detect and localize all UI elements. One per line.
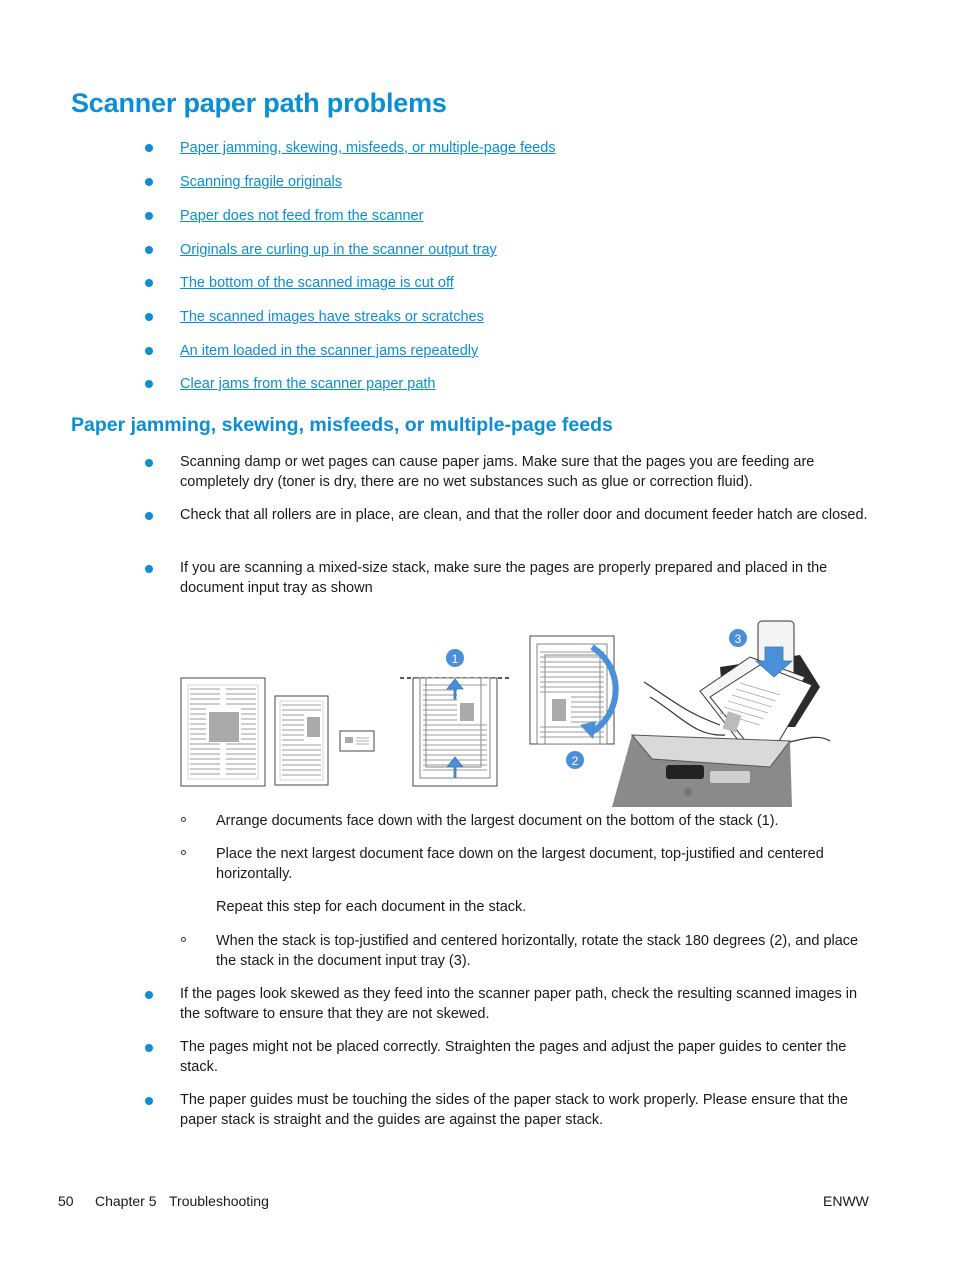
bullet-text: The pages might not be placed correctly. Straighten the pages and adjust the paper guides to center the stack. [180,1039,847,1075]
bullet-text: If the pages look skewed as they feed into the scanner paper path, check the resulting scanned images in the software to ensure that they are not skewed. [180,986,858,1022]
toc-item [0,240,954,262]
callout-2-label: 2 [571,754,579,768]
toc-link-image-cut-off[interactable]: The bottom of the scanned image is cut off [180,275,454,291]
page-number: 50 [58,1193,74,1209]
bullet-icon [145,1044,153,1052]
circle-bullet-icon [181,937,186,942]
bullet-icon [145,178,153,186]
large-page-figure [181,678,265,786]
stack-rotate-figure [530,636,616,769]
bullet-icon [145,212,153,220]
stacking-figure-svg [180,617,830,809]
toc-item [0,273,954,295]
card-figure [340,731,374,751]
toc-item [0,206,954,228]
footer-chapter: Chapter 5 [95,1193,157,1209]
toc-item [0,172,954,194]
bullet-icon [145,347,153,355]
toc-link-item-jams[interactable]: An item loaded in the scanner jams repeatedly [180,343,479,359]
scanner-figure [612,621,830,807]
bullet-icon [145,380,153,388]
footer-doc-code: ENWW [823,1193,869,1209]
toc-link-fragile-originals[interactable]: Scanning fragile originals [180,174,343,190]
toc-item [0,307,954,329]
bullet-text: Scanning damp or wet pages can cause paper jams. Make sure that the pages you are feeding are completely dry (toner is dry, there are no wet substances such as glue or correction fluid). [180,454,815,490]
step-note-text: Repeat this step for each document in the stack. [216,899,527,915]
bullet-text: Check that all rollers are in place, are clean, and that the roller door and document feeder hatch are closed. [180,507,868,523]
toc-link-paper-does-not-feed[interactable]: Paper does not feed from the scanner [180,208,424,224]
footer-chapter-title: Troubleshooting [169,1193,269,1209]
toc-item [0,341,954,363]
medium-page-figure [275,696,328,785]
circle-bullet-icon [181,817,186,822]
bullet-icon [145,246,153,254]
step-text: When the stack is top-justified and centered horizontally, rotate the stack 180 degrees (2), and place the stack in the document input tray (3). [216,933,859,969]
stacking-illustration [180,617,830,809]
bullet-text: If you are scanning a mixed-size stack, make sure the pages are properly prepared and placed in the document input tray as shown [180,560,828,596]
bullet-icon [145,1097,153,1105]
toc-link-originals-curling[interactable]: Originals are curling up in the scanner output tray [180,242,497,258]
step-text: Place the next largest document face down on the largest document, top-justified and centered horizontally. [216,846,824,882]
bullet-icon [145,459,153,467]
toc-item [0,374,954,396]
toc-link-streaks-scratches[interactable]: The scanned images have streaks or scratches [180,309,484,325]
bullet-icon [145,991,153,999]
callout-3-label: 3 [734,632,742,646]
bullet-icon [145,512,153,520]
bullet-icon [145,565,153,573]
circle-bullet-icon [181,850,186,855]
toc-link-paper-jamming[interactable]: Paper jamming, skewing, misfeeds, or multiple-page feeds [180,140,556,156]
callout-1-label: 1 [451,652,459,666]
section-heading: Paper jamming, skewing, misfeeds, or multiple-page feeds [71,414,613,436]
toc-link-clear-jams[interactable]: Clear jams from the scanner paper path [180,376,436,392]
bullet-text: The paper guides must be touching the sides of the paper stack to work properly. Please ensure that the paper stack is straight and the guides are against the paper stack. [180,1092,848,1128]
bullet-icon [145,144,153,152]
bullet-icon [145,313,153,321]
toc-item [0,138,954,160]
page-title: Scanner paper path problems [71,88,447,118]
bullet-icon [145,279,153,287]
step-text: Arrange documents face down with the largest document on the bottom of the stack (1). [216,813,779,829]
stack-step-1-figure [400,649,510,786]
